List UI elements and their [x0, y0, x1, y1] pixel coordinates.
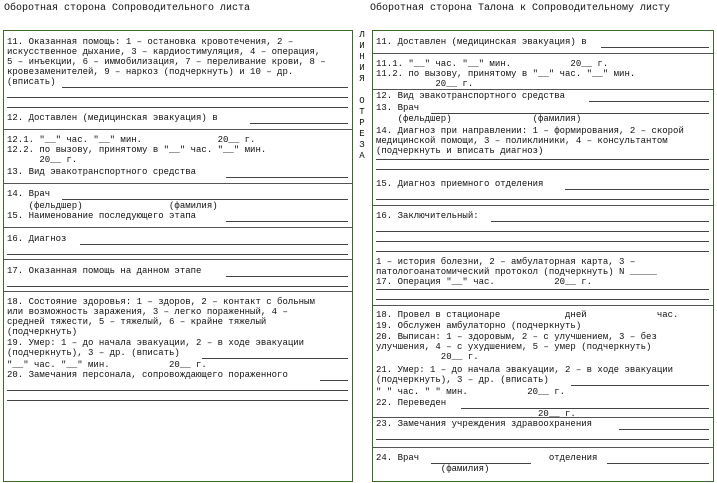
- left-fill-line: [226, 221, 348, 222]
- left-item-11-line5: (вписать): [7, 77, 56, 87]
- right-fill-line: [589, 101, 709, 102]
- right-page-title: Оборотная сторона Талона к Сопроводительному листу: [370, 3, 671, 14]
- divider: [4, 183, 352, 184]
- right-fill-line: [491, 221, 709, 222]
- right-fill-line: [376, 231, 709, 232]
- left-item-11-line4: кровезаменителей, 9 – наркоз (подчеркнуть) и 10 – др.: [7, 67, 294, 77]
- right-item-16-sources-2: патологоанатомический протокол (подчеркнуть) N _____: [376, 267, 657, 277]
- right-fill-line: [619, 429, 709, 430]
- left-fill-line: [7, 107, 348, 108]
- divider: [373, 89, 713, 90]
- left-item-12-1: 12.1. "__" час. "__" мин. 20__ г.: [7, 135, 256, 145]
- divider: [373, 305, 713, 306]
- right-item-20-year: 20__ г.: [376, 352, 479, 362]
- right-item-17: 17. Операция "__" час. 20__ г.: [376, 277, 593, 287]
- right-item-21-line1: 21. Умер: 1 – до начала эвакуации, 2 – в ходе эвакуации: [376, 365, 674, 375]
- right-fill-line: [376, 241, 709, 242]
- left-form-panel: [3, 30, 353, 482]
- left-item-12-2-year: 20__ г.: [7, 155, 78, 165]
- left-item-15: 15. Наименование последующего этапа: [7, 211, 197, 221]
- divider: [373, 53, 713, 54]
- left-fill-line: [80, 244, 348, 245]
- right-item-11-2-year: 20__ г.: [376, 79, 474, 89]
- left-item-19-line2: (подчеркнуть), 3 – др. (вписать): [7, 348, 180, 358]
- right-fill-line: [376, 289, 709, 290]
- right-item-11-1: 11.1. "__" час. "__" мин. 20__ г.: [376, 59, 609, 69]
- left-fill-line: [320, 380, 348, 381]
- left-item-20: 20. Замечания персонала, сопровождающего пораженного: [7, 370, 288, 380]
- divider: [373, 417, 713, 418]
- left-item-17: 17. Оказанная помощь на данном этапе: [7, 266, 202, 276]
- divider: [373, 447, 713, 448]
- right-item-24: 24. Врач отделения: [376, 453, 598, 463]
- right-item-22: 22. Переведен: [376, 398, 447, 408]
- right-fill-line: [376, 169, 709, 170]
- right-item-14-line1: 14. Диагноз при направлении: 1 – формирования, 2 – скорой: [376, 126, 684, 136]
- left-item-11-line3: 5 – инъекции, 6 – иммобилизация, 7 – переливание крови, 8 –: [7, 57, 326, 67]
- right-fill-line: [601, 47, 709, 48]
- divider: [4, 129, 352, 130]
- left-fill-line: [62, 199, 348, 200]
- left-fill-line: [226, 276, 348, 277]
- right-fill-line: [376, 199, 709, 200]
- left-item-19-time: "__" час. "__" мин. 20__ г.: [7, 360, 207, 370]
- right-fill-line: [376, 299, 709, 300]
- left-item-16: 16. Диагноз: [7, 234, 67, 244]
- right-item-20-line1: 20. Выписан: 1 – здоровым, 2 – с улучшением, 3 – без: [376, 332, 657, 342]
- right-item-16-sources-1: 1 – история болезни, 2 – амбулаторная карта, 3 –: [376, 257, 636, 267]
- right-item-15: 15. Диагноз приемного отделения: [376, 179, 544, 189]
- left-fill-line: [226, 177, 348, 178]
- divider: [4, 227, 352, 228]
- right-item-24-caption: (фамилия): [376, 464, 490, 474]
- right-item-14-line2: медицинской помощи, 3 – поликлиники, 4 – консультантом: [376, 136, 668, 146]
- right-item-13-caption: (фельдшер) (фамилия): [376, 114, 582, 124]
- left-item-18-line3: средней тяжести, 5 – тяжелый, 6 – крайне тяжелый: [7, 317, 267, 327]
- right-item-19: 19. Обслужен амбулаторно (подчеркнуть): [376, 321, 582, 331]
- right-fill-line: [376, 251, 709, 252]
- left-page-title: Оборотная сторона Сопроводительного листа: [4, 3, 251, 14]
- left-item-11-line2: искусственное дыхание, 3 – кардиостимуляция, 4 – операция,: [7, 47, 321, 57]
- left-fill-line: [62, 87, 348, 88]
- right-item-16: 16. Заключительный:: [376, 211, 479, 221]
- left-fill-line: [7, 400, 348, 401]
- left-fill-line: [250, 123, 348, 124]
- left-item-13: 13. Вид эвакотранспортного средства: [7, 167, 197, 177]
- left-item-12: 12. Доставлен (медицинская эвакуация) в: [7, 113, 218, 123]
- divider: [373, 205, 713, 206]
- right-item-11: 11. Доставлен (медицинская эвакуация) в: [376, 37, 587, 47]
- divider: [4, 291, 352, 292]
- right-item-12: 12. Вид эвакотранспортного средства: [376, 91, 566, 101]
- right-item-21-line2: (подчеркнуть), 3 – др. (вписать): [376, 375, 549, 385]
- left-item-11-line1: 11. Оказанная помощь: 1 – остановка кровотечения, 2 –: [7, 37, 294, 47]
- cut-line-label: Л И Н И Я О Т Р Е З А: [359, 30, 365, 161]
- right-item-13: 13. Врач: [376, 103, 420, 113]
- right-item-18: 18. Провел в стационаре дней час.: [376, 310, 679, 320]
- right-item-11-2: 11.2. по вызову, принятому в "__" час. "__" мин.: [376, 69, 636, 79]
- right-item-20-line2: улучшения, 4 – с ухудшением, 5 – умер (подчеркнуть): [376, 342, 652, 352]
- right-item-21-time: " " час. " " мин. 20__ г.: [376, 387, 566, 397]
- right-item-22-year: 20__ г.: [376, 409, 576, 419]
- left-item-14: 14. Врач: [7, 189, 51, 199]
- left-fill-line: [7, 286, 348, 287]
- left-item-18-line2: или возможность заражения, 3 – легко пораженный, 4 –: [7, 307, 288, 317]
- left-item-12-2: 12.2. по вызову, принятому в "__" час. "__" мин.: [7, 145, 267, 155]
- right-item-23: 23. Замечания учреждения здравоохранения: [376, 419, 593, 429]
- left-item-18-line1: 18. Состояние здоровья: 1 – здоров, 2 – контакт с больным: [7, 297, 315, 307]
- left-item-14-caption: (фельдшер) (фамилия): [7, 201, 218, 211]
- right-form-panel: [372, 30, 714, 482]
- left-fill-line: [7, 254, 348, 255]
- right-fill-line: [571, 385, 709, 386]
- left-fill-line: [202, 358, 348, 359]
- right-fill-line: [376, 159, 709, 160]
- right-fill-line: [376, 439, 709, 440]
- left-item-19-line1: 19. Умер: 1 – до начала эвакуации, 2 – в ходе эвакуации: [7, 338, 305, 348]
- right-item-14-line3: (подчеркнуть и вписать диагноз): [376, 146, 544, 156]
- divider: [4, 259, 352, 260]
- left-fill-line: [7, 97, 348, 98]
- left-item-18-line4: (подчеркнуть): [7, 327, 78, 337]
- left-fill-line: [7, 390, 348, 391]
- right-fill-line: [565, 189, 709, 190]
